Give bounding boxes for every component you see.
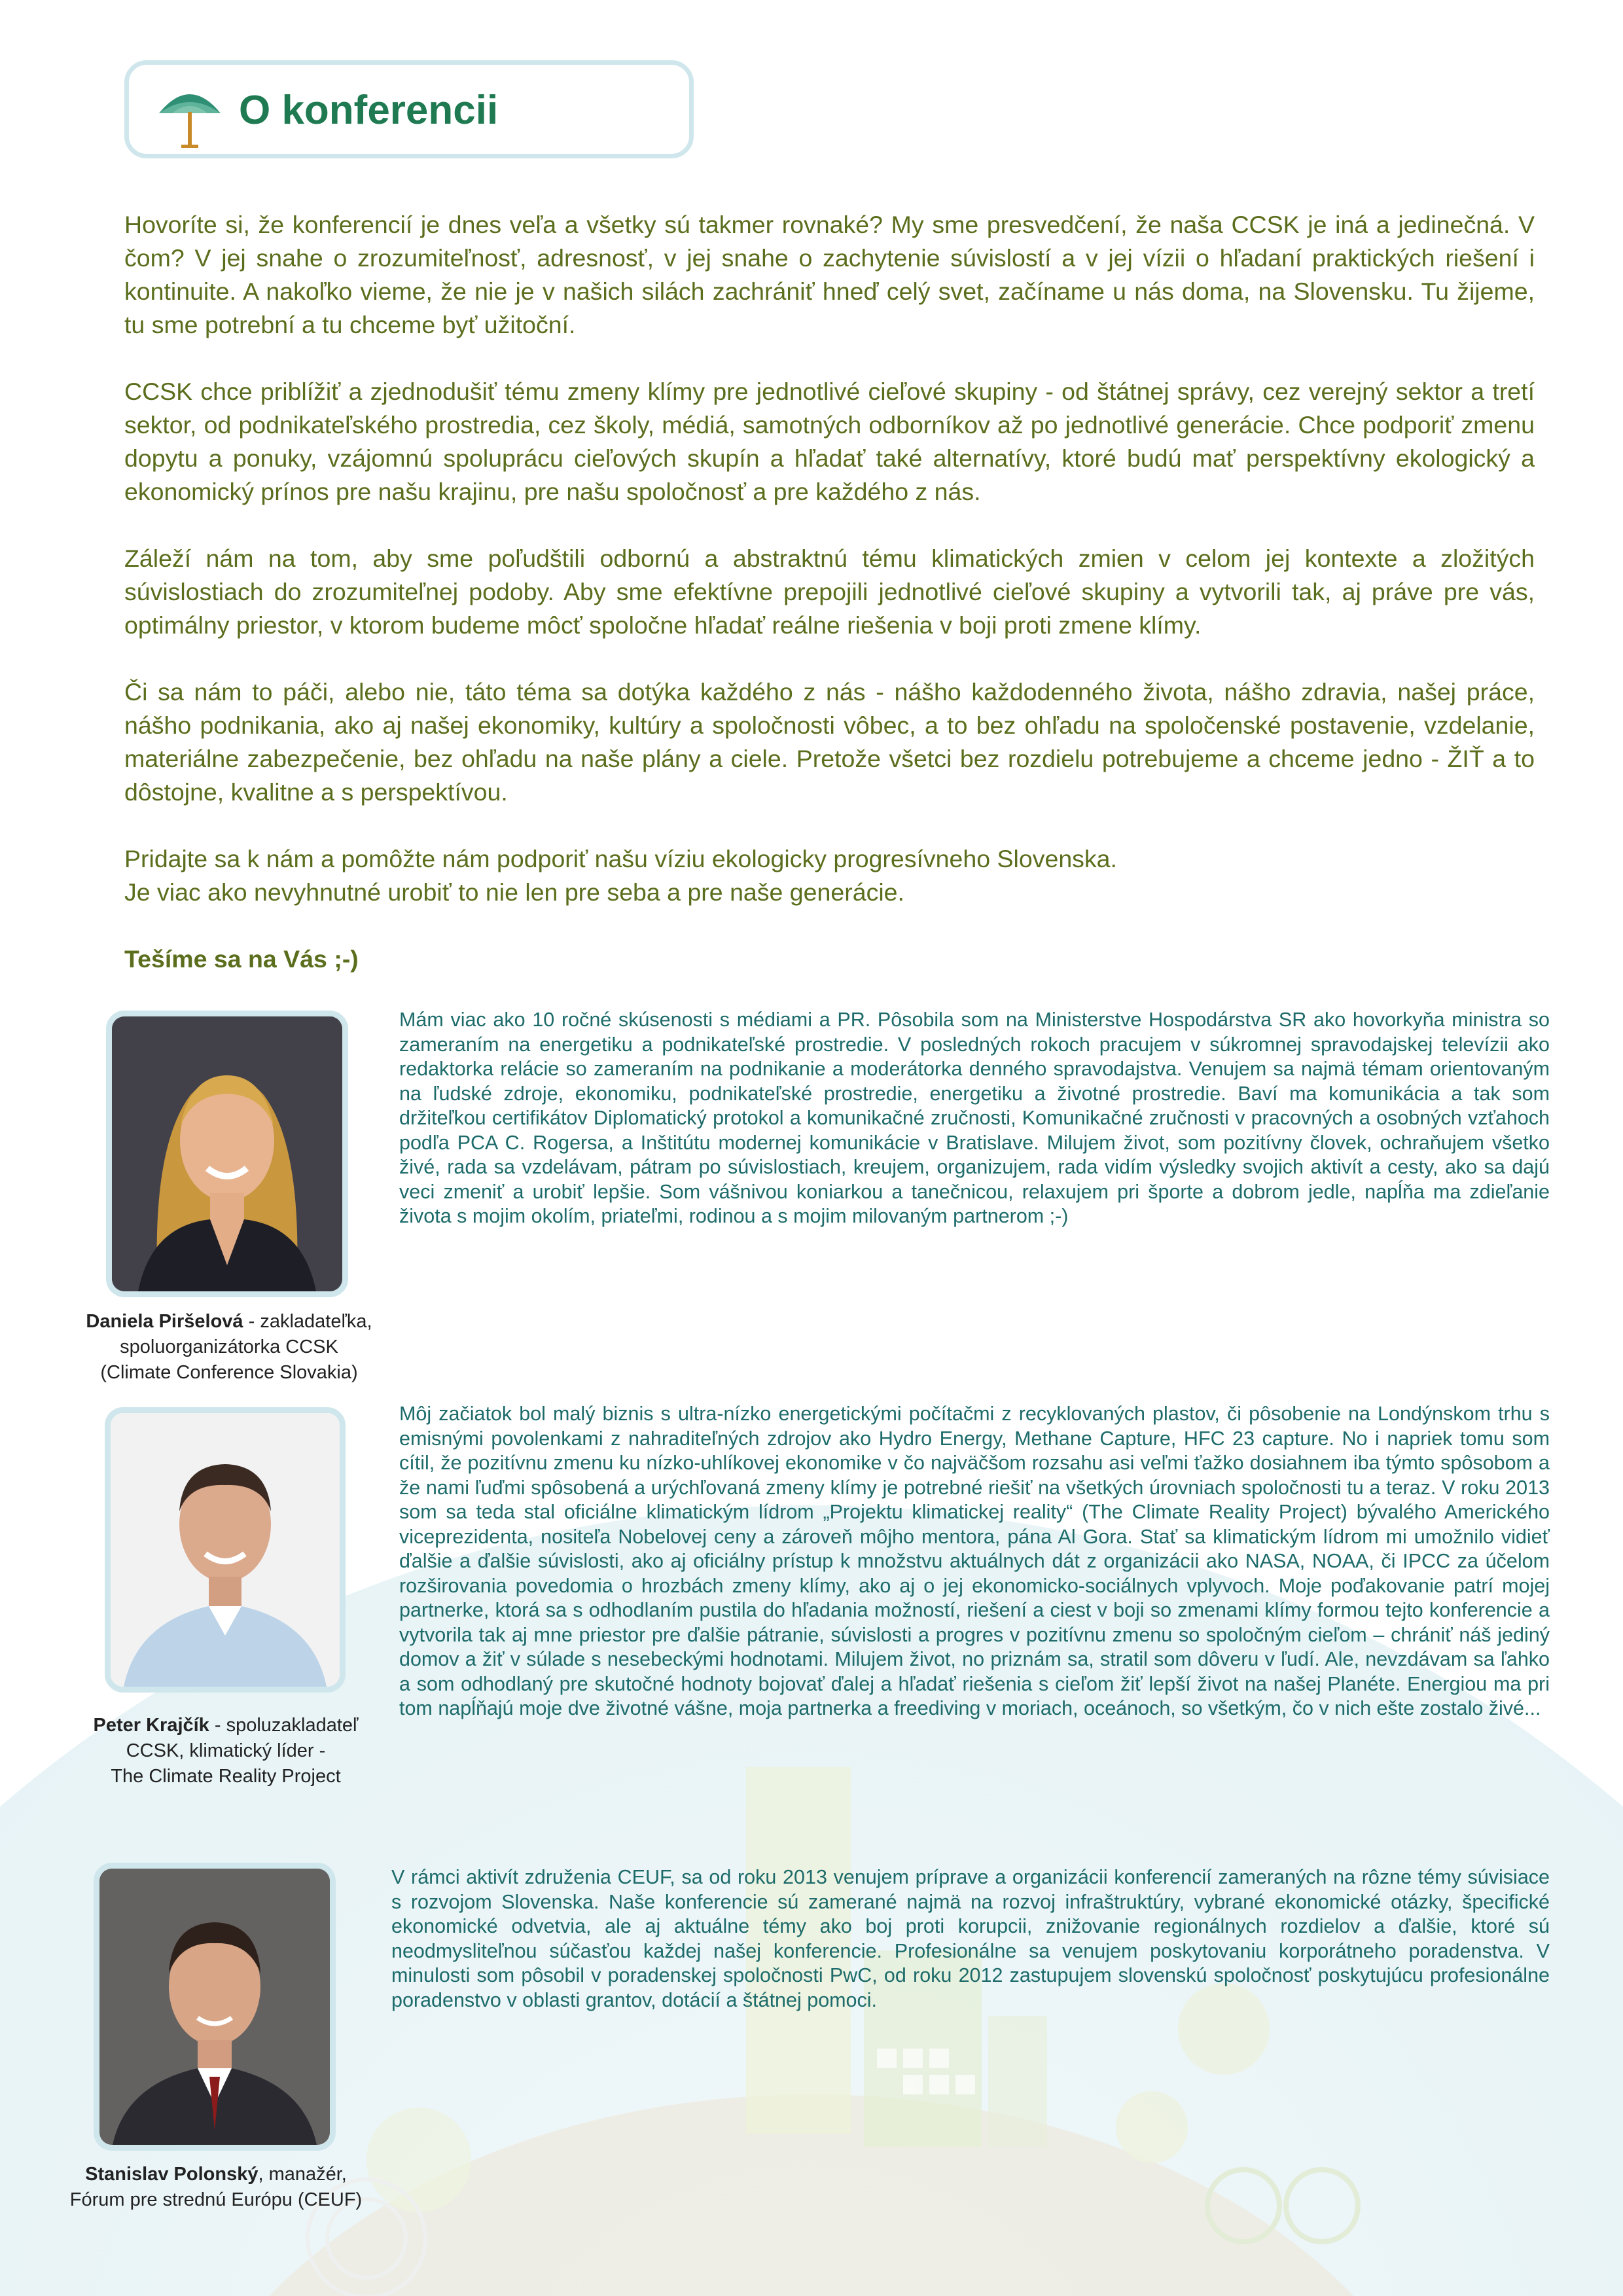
title-box	[124, 60, 694, 158]
umbrella-tree-icon	[154, 79, 226, 151]
intro-section	[124, 208, 1535, 1009]
person-role: CCSK, klimatický líder -	[126, 1740, 326, 1761]
page-title: O konferencii	[239, 88, 499, 133]
person-role: Fórum pre strednú Európu (CEUF)	[69, 2189, 363, 2210]
cta-line-1: Pridajte sa k nám a pomôžte nám podporiť našu víziu ekologicky progresívneho Slovenska.	[124, 845, 1117, 872]
avatar-peter	[105, 1407, 346, 1693]
bio-daniela: Mám viac ako 10 ročné skúsenosti s médiami a PR. Pôsobila som na Ministerstve Hospodárstva SR ako hovorkyňa ministra so zameraním na energetiku a podnikateľské prostredie. V posledných rokoch pracujem v súkromnej spravodajskej televízii ako redaktorka relácie so zameraním na podnikanie a moderátorka denného spravodajstva. Venujem sa najmä témam orientovaným na ľudské zdroje, ekonomiku, podnikateľské prostredie, energetiku a životné prostredie. Baví ma komunikácia a tak som držiteľkou certifikátov Diplomatický protokol a komunikačné zručnosti, Komunikačné zručnosti v pracovných a osobných vzťahoch podľa PCA C. Rogersa, a Inštitútu modernej komunikácie v Bratislave. Milujem život, som pozitívny človek, ochraňujem všetko živé, rada sa vzdelávam, pátram po súvislostiach, kreujem, organizujem, rada vidím výsledky svojich aktivít a cesty, ako sa dajú veci zmeniť a urobiť lepšie. Som vášnivou koniarkou a tanečnicou, relaxujem pri športe a dobrom jedle, napĺňa ma zdieľanie života s mojim okolím, priateľmi, rodinou a s mojim milovaným partnerom ;-)	[399, 1009, 1550, 1227]
closing-line: Tešíme sa na Vás ;-)	[124, 945, 359, 973]
intro-paragraph: Či sa nám to páči, alebo nie, táto téma sa dotýka každého z nás - nášho každodenného života, nášho zdravia, našej práce, nášho podnikania, ako aj našej ekonomiky, kultúry a spoločnosti vôbec, a to bez ohľadu na spoločenské postavenie, vzdelanie, materiálne zabezpečenie, bez ohľadu na naše plány a ciele. Pretože všetci bez rozdielu potrebujeme a chceme jedno - ŽIŤ a to dôstojne, kvalitne a s perspektívou.	[124, 678, 1535, 806]
bio-peter: Môj začiatok bol malý biznis s ultra-nízko energetickými počítačmi z recyklovaných plastov, či pôsobenie na Londýnskom trhu s emisnými povolenkami z nahraditeľných zdrojov ako Hydro Energy, Methane Capture, HFC 23 capture. No i napriek tomu som cítil, že pozitívnu zmenu ku nízko-uhlíkovej ekonomike v čo najväčšom rozsahu asi veľmi ťažko dosiahnem iba týmto spôsobom a že nami ľuďmi spôsobená a urýchľovaná zmeny klímy je potrebné riešiť na všetkých úrovniach spoločnosti tu a teraz. V roku 2013 som sa teda stal oficiálne klimatickým lídrom „Projektu klimatickej reality“ (The Climate Reality Project) bývalého Amerického viceprezidenta, nositeľa Nobelovej ceny a zároveň môjho mentora, pána Al Gora. Stať sa klimatickým lídrom mi umožnilo vidieť ďalšie a ďalšie súvislosti, ako aj oficiálny prístup k množstvu aktuálnych dát z organizácii ako NASA, NOAA, či IPCC za účelom rozširovania povedomia o hrozbách zmeny klímy, ako aj o jej ekonomicko-sociálnych vplyvoch. Moje poďakovanie patrí mojej partnerke, ktorá sa s odhodlaním pustila do hľadania možností, riešení a ciest v boji so zmenami klímy formou tejto konferencie a vytvorila tak aj mne priestor pre ďalšie pátranie, súvislosti a progres v pozitívnu zmenu so spoločným cieľom – chrániť náš jediný domov a žiť v súlade s nesebeckými hodnotami. Milujem život, no priznám sa, stratil som dôveru v ľudí. Ale, nevzdávam sa ľahko a som odhodlaný pre skutočné hodnoty bojovať ďalej a hľadať riešenia s cieľom žiť lepší život na našej Planéte. Energiou ma pri tom napĺňajú moje dve životné vášne, moja partnerka a freediving v moriach, oceánoch, so všetkým, čo v nich ešte zostalo živé...	[399, 1403, 1550, 1719]
bio-stanislav: V rámci aktivít združenia CEUF, sa od roku 2013 venujem príprave a organizácii konferencií zameraných na rôzne témy súvisiace s rozvojom Slovenska. Naše konferencie sú zamerané najmä na rozvoj infraštruktúry, vybrané ekonomické otázky, špecifické ekonomické odvetvia, ale aj aktuálne témy ako boj proti korupcii, znižovanie regionálnych rozdielov a ďalšie, ktoré sú neodmysliteľnou súčasťou každej našej konferencie. Profesionálne sa venujem poskytovaniu korporátneho poradenstva. V minulosti som pôsobil v poradenskej spoločnosti PwC, od roku 2012 zastupujem slovenskú spoločnosť poskytujúcu profesionálne poradenstvo v oblasti grantov, dotácií a štátnej pomoci.	[391, 1866, 1550, 2011]
person-role: spoluorganizátorka CCSK	[120, 1336, 338, 1357]
person-name: Peter Krajčík	[93, 1715, 209, 1736]
person-name: Daniela Piršelová	[86, 1311, 243, 1332]
caption-peter	[72, 1713, 380, 1789]
avatar-stanislav	[94, 1863, 336, 2151]
cta-line-2: Je viac ako nevyhnutné urobiť to nie len pre seba a pre naše generácie.	[124, 878, 904, 906]
call-to-action	[124, 842, 1535, 909]
person-name: Stanislav Polonský	[85, 2164, 259, 2185]
person-role: (Climate Conference Slovakia)	[100, 1362, 358, 1383]
person-role: , manažér,	[258, 2164, 347, 2185]
caption-daniela	[72, 1309, 386, 1386]
intro-paragraph: CCSK chce priblížiť a zjednodušiť tému zmeny klímy pre jednotlivé cieľové skupiny - od štátnej správy, cez verejný sektor a tretí sektor, od podnikateľského prostredia, cez školy, médiá, samotných odborníkov až po jednotlivé generácie. Chce podporiť zmenu dopytu a ponuky, vzájomnú spoluprácu cieľových skupín a hľadať také alternatívy, ktoré budú mať perspektívny ekologický a ekonomický prínos pre našu krajinu, pre našu spoločnosť a pre každého z nás.	[124, 378, 1535, 505]
intro-paragraph: Záleží nám na tom, aby sme poľudštili odbornú a abstraktnú tému klimatických zmien v celom jej kontexte a zložitých súvislostiach do zrozumiteľnej podoby. Aby sme efektívne prepojili jednotlivé cieľové skupiny a vytvorili tak, aj práve pre vás, optimálny priestor, v ktorom budeme môcť spoločne hľadať reálne riešenia v boji proti zmene klímy.	[124, 545, 1535, 639]
person-role: The Climate Reality Project	[111, 1766, 341, 1787]
intro-paragraph: Hovoríte si, že konferencií je dnes veľa a všetky sú takmer rovnaké? My sme presvedčení, že naša CCSK je iná a jedinečná. V čom? V jej snahe o zrozumiteľnosť, adresnosť, v jej snahe o zachytenie súvislostí a v jej vízii o hľadaní praktických riešení i kontinuite. A nakoľko vieme, že nie je v našich silách zachrániť hneď celý svet, začíname u nás doma, na Slovensku. Tu žijeme, tu sme potrební a tu chceme byť užitoční.	[124, 211, 1535, 338]
avatar-daniela	[106, 1011, 348, 1297]
person-role: - zakladateľka,	[243, 1311, 372, 1332]
person-role: - spoluzakladateľ	[209, 1715, 359, 1736]
caption-stanislav	[59, 2162, 373, 2213]
